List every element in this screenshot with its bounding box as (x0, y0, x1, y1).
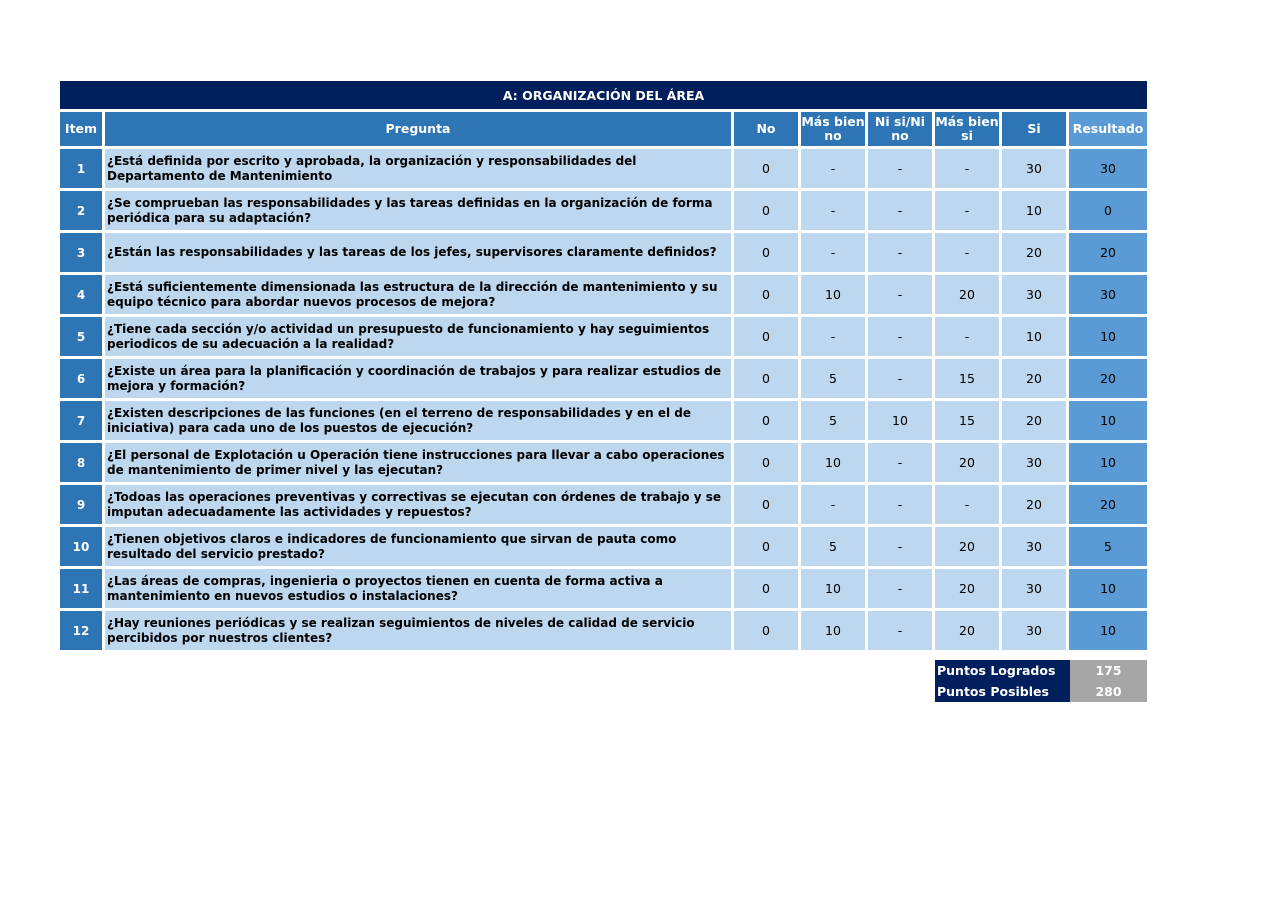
row-no-cell: 0 (734, 485, 801, 527)
row-mas-bien-no-cell: - (801, 191, 868, 233)
row-si-cell: 30 (1002, 443, 1069, 485)
header-item: Item (60, 112, 105, 149)
row-ni-si-ni-no-cell: - (868, 317, 935, 359)
row-resultado-cell: 20 (1069, 359, 1147, 401)
header-mas-bien-si: Más bien si (935, 112, 1002, 149)
row-question-cell: ¿Está definida por escrito y aprobada, la organización y responsabilidades del Departamento de Mantenimiento (105, 149, 734, 191)
row-ni-si-ni-no-cell: - (868, 485, 935, 527)
table-row (60, 485, 1147, 527)
row-no-cell: 0 (734, 527, 801, 569)
row-ni-si-ni-no-cell: - (868, 569, 935, 611)
row-resultado-cell: 30 (1069, 149, 1147, 191)
table-row (60, 443, 1147, 485)
row-item-cell: 9 (60, 485, 105, 527)
row-resultado-cell: 10 (1069, 317, 1147, 359)
row-no-cell: 0 (734, 569, 801, 611)
row-mas-bien-si-cell: - (935, 317, 1002, 359)
row-ni-si-ni-no-cell: - (868, 149, 935, 191)
row-mas-bien-no-cell: - (801, 149, 868, 191)
row-item-cell: 10 (60, 527, 105, 569)
header-mas-bien-no: Más bien no (801, 112, 868, 149)
row-mas-bien-si-cell: - (935, 233, 1002, 275)
row-no-cell: 0 (734, 401, 801, 443)
row-resultado-cell: 20 (1069, 485, 1147, 527)
row-mas-bien-si-cell: 15 (935, 401, 1002, 443)
row-item-cell: 7 (60, 401, 105, 443)
row-si-cell: 30 (1002, 569, 1069, 611)
row-item-cell: 5 (60, 317, 105, 359)
row-resultado-cell: 5 (1069, 527, 1147, 569)
row-mas-bien-no-cell: 5 (801, 359, 868, 401)
row-mas-bien-si-cell: 20 (935, 275, 1002, 317)
table-row (60, 527, 1147, 569)
puntos-posibles-row (935, 681, 1147, 702)
row-si-cell: 30 (1002, 527, 1069, 569)
puntos-posibles-label: Puntos Posibles (935, 681, 1070, 702)
row-ni-si-ni-no-cell: - (868, 527, 935, 569)
row-ni-si-ni-no-cell: - (868, 191, 935, 233)
row-question-cell: ¿El personal de Explotación u Operación tiene instrucciones para llevar a cabo operaciones de mantenimiento de primer nivel y las ejecutan? (105, 443, 734, 485)
totals-box (935, 660, 1147, 702)
puntos-posibles-value: 280 (1070, 681, 1147, 702)
row-mas-bien-no-cell: 10 (801, 569, 868, 611)
row-question-cell: ¿Hay reuniones periódicas y se realizan seguimientos de niveles de calidad de servicio percibidos por nuestros clientes? (105, 611, 734, 653)
row-ni-si-ni-no-cell: - (868, 611, 935, 653)
row-ni-si-ni-no-cell: - (868, 359, 935, 401)
row-ni-si-ni-no-cell: - (868, 275, 935, 317)
row-si-cell: 30 (1002, 611, 1069, 653)
table-row (60, 611, 1147, 653)
row-si-cell: 30 (1002, 149, 1069, 191)
row-no-cell: 0 (734, 611, 801, 653)
table-row (60, 401, 1147, 443)
header-pregunta: Pregunta (105, 112, 734, 149)
row-resultado-cell: 10 (1069, 401, 1147, 443)
row-question-cell: ¿Está suficientemente dimensionada las estructura de la dirección de mantenimiento y su equipo técnico para abordar nuevos procesos de mejora? (105, 275, 734, 317)
row-item-cell: 2 (60, 191, 105, 233)
row-ni-si-ni-no-cell: - (868, 233, 935, 275)
row-question-cell: ¿Todoas las operaciones preventivas y correctivas se ejecutan con órdenes de trabajo y se imputan adecuadamente las actividades y repuestos? (105, 485, 734, 527)
row-no-cell: 0 (734, 317, 801, 359)
row-mas-bien-no-cell: 10 (801, 275, 868, 317)
row-mas-bien-no-cell: 5 (801, 527, 868, 569)
row-question-cell: ¿Tiene cada sección y/o actividad un presupuesto de funcionamiento y hay seguimientos periodicos de su adecuación a la realidad? (105, 317, 734, 359)
puntos-logrados-value: 175 (1070, 660, 1147, 681)
puntos-logrados-label: Puntos Logrados (935, 660, 1070, 681)
header-row (60, 112, 1147, 149)
row-mas-bien-si-cell: - (935, 191, 1002, 233)
table-body (60, 149, 1147, 653)
table-row (60, 275, 1147, 317)
row-mas-bien-si-cell: 20 (935, 611, 1002, 653)
puntos-logrados-row (935, 660, 1147, 681)
row-si-cell: 10 (1002, 191, 1069, 233)
row-no-cell: 0 (734, 275, 801, 317)
table-row (60, 317, 1147, 359)
row-mas-bien-no-cell: - (801, 317, 868, 359)
row-si-cell: 20 (1002, 359, 1069, 401)
row-ni-si-ni-no-cell: 10 (868, 401, 935, 443)
row-ni-si-ni-no-cell: - (868, 443, 935, 485)
header-no: No (734, 112, 801, 149)
row-item-cell: 11 (60, 569, 105, 611)
row-mas-bien-si-cell: 15 (935, 359, 1002, 401)
row-item-cell: 6 (60, 359, 105, 401)
row-question-cell: ¿Existen descripciones de las funciones (en el terreno de responsabilidades y en el de iniciativa) para cada uno de los puestos de ejecución? (105, 401, 734, 443)
row-resultado-cell: 10 (1069, 611, 1147, 653)
table-row (60, 191, 1147, 233)
evaluation-sheet (60, 81, 1147, 653)
row-item-cell: 1 (60, 149, 105, 191)
row-si-cell: 10 (1002, 317, 1069, 359)
header-resultado: Resultado (1069, 112, 1147, 149)
row-si-cell: 20 (1002, 485, 1069, 527)
row-si-cell: 20 (1002, 401, 1069, 443)
row-item-cell: 3 (60, 233, 105, 275)
header-si: Si (1002, 112, 1069, 149)
row-resultado-cell: 10 (1069, 443, 1147, 485)
row-mas-bien-no-cell: 5 (801, 401, 868, 443)
row-item-cell: 4 (60, 275, 105, 317)
row-mas-bien-si-cell: 20 (935, 569, 1002, 611)
row-question-cell: ¿Las áreas de compras, ingenieria o proyectos tienen en cuenta de forma activa a mantenimiento en nuevos estudios o instalaciones? (105, 569, 734, 611)
row-question-cell: ¿Se comprueban las responsabilidades y las tareas definidas en la organización de forma periódica para su adaptación? (105, 191, 734, 233)
row-mas-bien-no-cell: - (801, 233, 868, 275)
row-mas-bien-no-cell: 10 (801, 443, 868, 485)
row-item-cell: 8 (60, 443, 105, 485)
row-mas-bien-si-cell: 20 (935, 443, 1002, 485)
row-no-cell: 0 (734, 149, 801, 191)
row-mas-bien-no-cell: - (801, 485, 868, 527)
header-ni-si-ni-no: Ni si/Ni no (868, 112, 935, 149)
row-no-cell: 0 (734, 233, 801, 275)
row-mas-bien-si-cell: - (935, 149, 1002, 191)
row-si-cell: 30 (1002, 275, 1069, 317)
table-row (60, 149, 1147, 191)
row-question-cell: ¿Existe un área para la planificación y coordinación de trabajos y para realizar estudios de mejora y formación? (105, 359, 734, 401)
table-row (60, 233, 1147, 275)
row-item-cell: 12 (60, 611, 105, 653)
row-no-cell: 0 (734, 359, 801, 401)
row-question-cell: ¿Están las responsabilidades y las tareas de los jefes, supervisores claramente definidos? (105, 233, 734, 275)
row-mas-bien-no-cell: 10 (801, 611, 868, 653)
row-no-cell: 0 (734, 191, 801, 233)
row-mas-bien-si-cell: - (935, 485, 1002, 527)
table-row (60, 359, 1147, 401)
row-resultado-cell: 30 (1069, 275, 1147, 317)
section-title: A: ORGANIZACIÓN DEL ÁREA (60, 81, 1147, 112)
row-resultado-cell: 0 (1069, 191, 1147, 233)
row-si-cell: 20 (1002, 233, 1069, 275)
row-no-cell: 0 (734, 443, 801, 485)
row-resultado-cell: 10 (1069, 569, 1147, 611)
row-resultado-cell: 20 (1069, 233, 1147, 275)
table-row (60, 569, 1147, 611)
row-mas-bien-si-cell: 20 (935, 527, 1002, 569)
evaluation-table (60, 81, 1147, 653)
row-question-cell: ¿Tienen objetivos claros e indicadores de funcionamiento que sirvan de pauta como resultado del servicio prestado? (105, 527, 734, 569)
